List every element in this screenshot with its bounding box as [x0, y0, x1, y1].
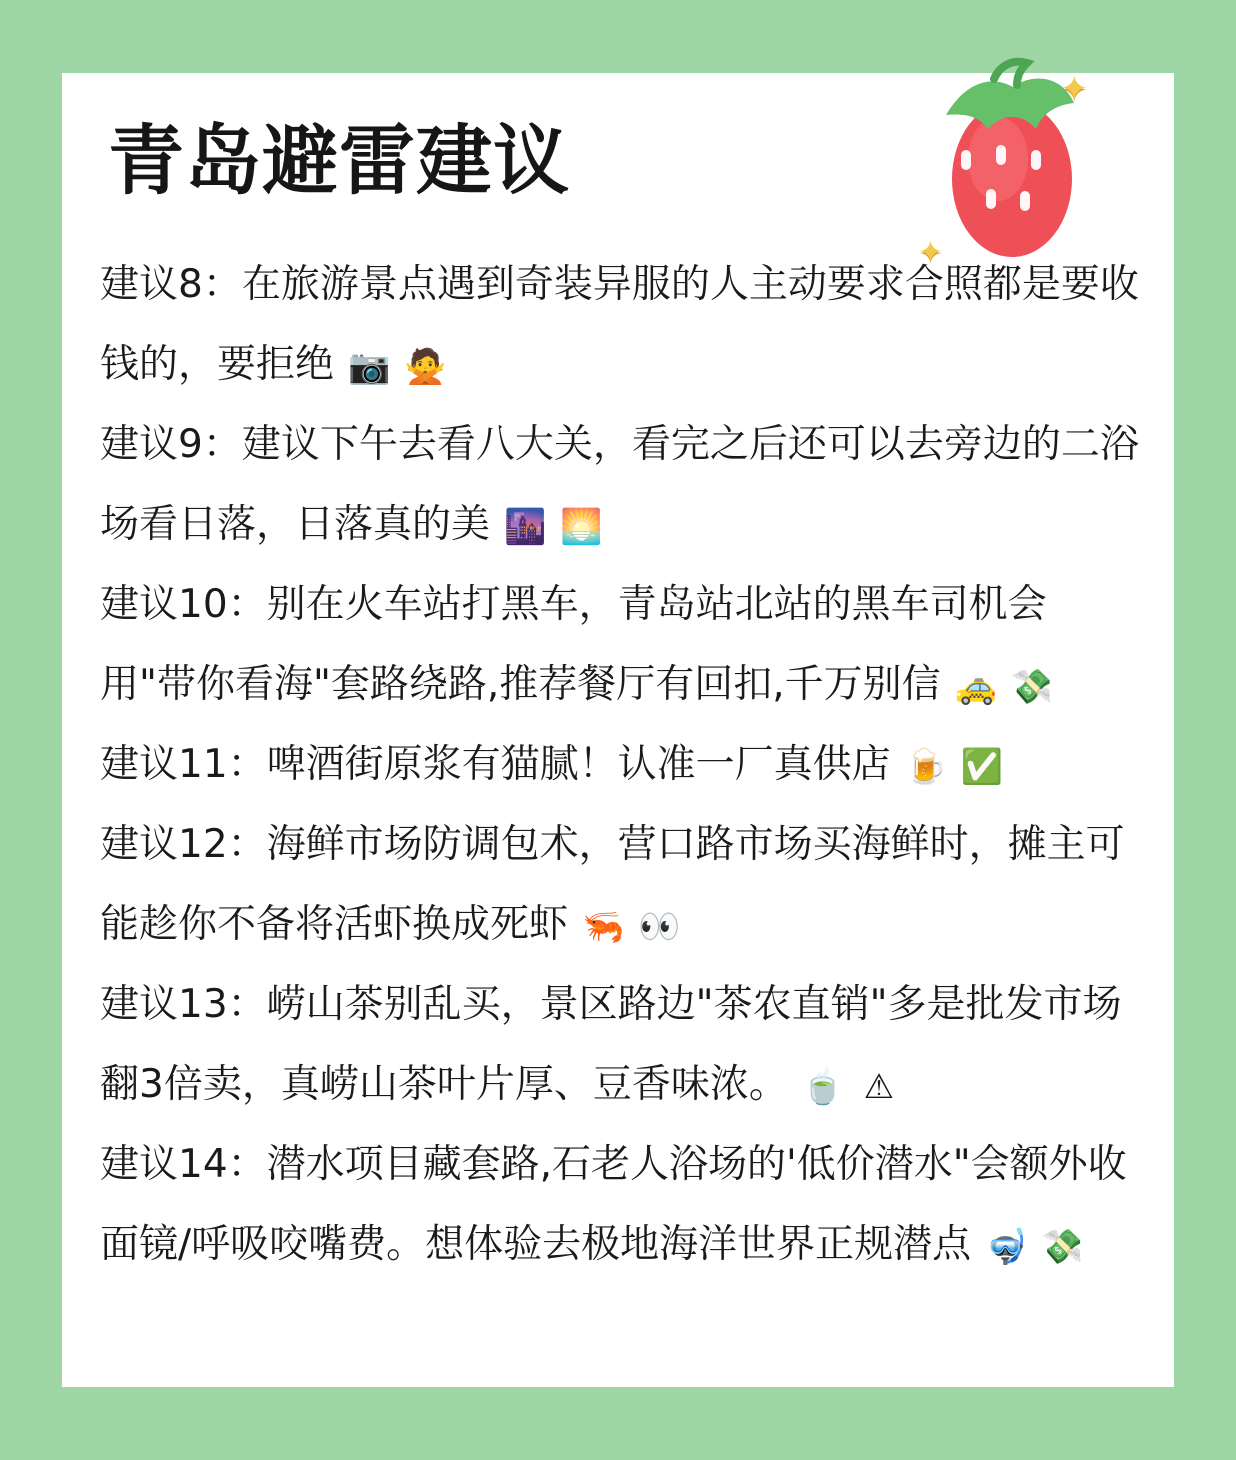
tip-item-9: [100, 405, 1140, 565]
tip-text: 建议13：崂山茶别乱买，景区路边"茶农直销"多是批发市场翻3倍卖，真崂山茶叶片厚、豆香味浓。: [100, 982, 1122, 1107]
sunrise-icon: 🌅: [560, 506, 603, 547]
tips-list: [100, 245, 1140, 1285]
tip-item-13: [100, 965, 1140, 1125]
tip-text: 建议8：在旅游景点遇到奇装异服的人主动要求合照都是要收钱的，要拒绝: [100, 262, 1139, 387]
beer-icon: 🍺: [904, 746, 947, 787]
no-gesture-icon: 🙅: [404, 346, 447, 387]
page-title: 青岛避雷建议: [108, 116, 570, 205]
taxi-icon: 🚕: [954, 666, 998, 707]
money-wings-icon: 💸: [1010, 666, 1054, 707]
money-wings-icon: 💸: [1041, 1226, 1084, 1267]
tip-text: 建议9：建议下午去看八大关，看完之后还可以去旁边的二浴场看日落，日落真的美: [100, 422, 1139, 547]
sparkle-icon: ✦: [918, 235, 944, 270]
tip-item-8: [100, 245, 1140, 405]
sparkle-icon: ✦: [1060, 69, 1089, 109]
tip-text: 建议14：潜水项目藏套路,石老人浴场的'低价潜水"会额外收面镜/呼吸咬嘴费。想体验去极地海洋世界正规潜点: [100, 1142, 1127, 1267]
diving-mask-icon: 🤿: [985, 1226, 1028, 1267]
tip-item-14: [100, 1125, 1140, 1285]
tip-text: 建议12：海鲜市场防调包术，营口路市场买海鲜时，摊主可能趁你不备将活虾换成死虾: [100, 822, 1125, 947]
city-sunset-icon: 🌆: [504, 506, 547, 547]
tea-icon: 🍵: [801, 1066, 845, 1107]
note-card: [62, 69, 1174, 1387]
check-mark-icon: ✅: [960, 746, 1003, 787]
tip-item-11: [100, 725, 1140, 805]
eyes-icon: 👀: [638, 906, 681, 947]
tip-text: 建议10：别在火车站打黑车，青岛站北站的黑车司机会用"带你看海"套路绕路,推荐餐厅有回扣,千万别信: [100, 582, 1047, 707]
tip-text: 建议11：啤酒街原浆有猫腻！认准一厂真供店: [100, 742, 891, 787]
camera-icon: 📷: [348, 346, 391, 387]
tip-item-10: [100, 565, 1140, 725]
warning-icon: ⚠: [863, 1066, 895, 1107]
shrimp-icon: 🦐: [582, 906, 625, 947]
tip-item-12: [100, 805, 1140, 965]
